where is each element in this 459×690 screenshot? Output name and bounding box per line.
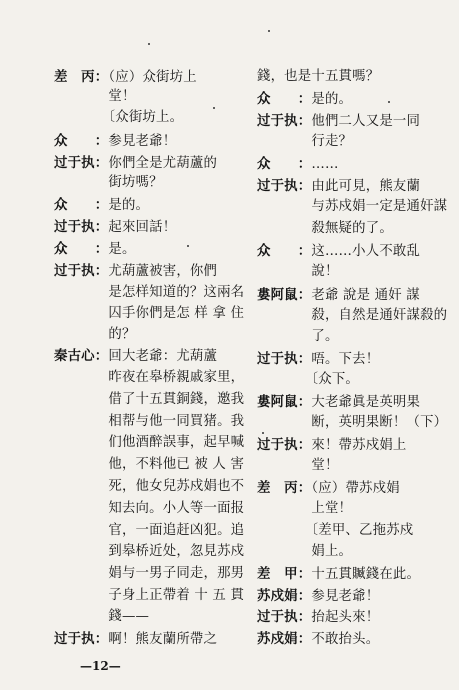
dialogue-text: 不敢抬头。 [311,632,380,647]
text-line: 知去向。小人等一面报 [54,501,245,516]
text-line: 堂！ [257,458,339,473]
text-line: 相帮与他一同買猪。我 [54,414,245,429]
dialogue-text: …… [311,157,339,172]
dialogue-text: 老爺 說是 通奸 謀 [311,288,420,303]
text-line [54,68,197,87]
text-line [257,242,420,261]
dialogue-text: 参見老爺！ [108,134,177,149]
text-line: 死，他女兒苏戍娟也不 [54,479,245,494]
text-line [257,177,420,196]
speaker-name: 过于执： [54,263,109,279]
text-line [257,479,400,498]
text-line [257,608,379,627]
speaker-name: 众 ： [257,91,312,107]
text-line: 娟与一男子同走，那男 [54,566,245,581]
dialogue-text: 是。 [108,242,136,257]
speaker-name: 众 ： [54,197,109,213]
dialogue-text: （应）众街坊上 [108,70,197,85]
text-line: 錢—— [54,609,150,624]
dialogue-text: 啊！熊友蘭所帶之 [108,632,218,647]
speaker-name: 婁阿鼠： [257,394,312,410]
text-line: 到皋桥近处，忽見苏戍 [54,544,245,559]
speaker-name: 过于执： [257,178,312,194]
dialogue-text: 唔。下去！ [311,352,380,367]
speaker-name: 众 ： [257,156,312,172]
dialogue-text: 这……小人不敢乱 [311,244,421,259]
text-line: 他，不料他已 被 人 害 [54,457,245,472]
dialogue-text: 参見老爺！ [311,589,380,604]
speaker-name: 众 ： [54,241,109,257]
text-line [257,393,420,412]
text-line [54,154,217,173]
text-line [54,347,217,366]
text-line [54,630,217,649]
text-line: 昨夜在皋桥親戚家里， [54,370,245,385]
text-line [54,240,136,259]
text-line [257,286,420,305]
speaker-name: 差 甲： [257,566,312,582]
text-line: 与苏戍娟一定是通奸謀 [257,199,448,214]
text-line [257,436,407,455]
text-line: 的？ [54,327,136,342]
dialogue-text: 是的。 [311,92,353,107]
print-speck [388,101,390,103]
print-speck [268,30,270,32]
print-speck [213,107,215,109]
speaker-name: 过于执： [257,113,312,129]
speaker-name: 众 ： [54,133,109,149]
stage-direction: 〔众下。 [257,372,360,387]
speaker-name: 过于执： [257,437,312,453]
speaker-name: 过于执： [54,155,109,171]
print-speck [262,432,264,434]
print-speck [187,245,189,247]
speaker-name: 苏戍娟： [257,588,312,604]
speaker-name: 过于执： [54,219,109,235]
text-line [257,112,420,131]
text-line: 娟上。 [257,544,353,559]
text-line [257,587,379,606]
dialogue-text: 起來回話！ [108,220,177,235]
text-line: 說！ [257,264,339,279]
text-line [257,155,339,174]
dialogue-text: 尤葫蘆被害，你們 [108,264,218,279]
text-line [257,350,379,369]
speaker-name: 苏戍娟： [257,631,312,647]
text-line: 了。 [257,329,339,344]
dialogue-text: 十五貫贓錢在此。 [311,567,421,582]
text-line: 断，英明果断！（下） [257,415,448,430]
dialogue-text: 大老爺眞是英明果 [311,395,421,410]
text-line: 是怎样知道的？这兩名 [54,285,245,300]
dialogue-text: 你們全是尤葫蘆的 [108,156,218,171]
speaker-name: 过于执： [257,609,312,625]
text-line: 街坊嗎？ [54,175,163,190]
stage-direction: 〔众街坊上。 [54,110,184,125]
dialogue-text: 他們二人又是一同 [311,114,421,129]
text-line [257,630,379,649]
text-line: 錢，也是十五貫嗎？ [257,69,380,84]
dialogue-text: 是的。 [108,198,150,213]
speaker-name: 婁阿鼠： [257,287,312,303]
text-line [54,218,176,237]
dialogue-text: 由此可見，熊友蘭 [311,179,421,194]
text-line: 殺，自然是通奸謀殺的 [257,308,448,323]
dialogue-text: 抬起头來！ [311,610,380,625]
stage-direction: 〔差甲、乙拖苏戍 [257,523,414,538]
speaker-name: 秦古心： [54,348,109,364]
text-line: 堂！ [54,89,136,104]
text-line [54,262,217,281]
dialogue-text: 來！帶苏戍娟上 [311,438,407,453]
speaker-name: 过于执： [257,351,312,367]
speaker-name: 差 丙： [257,480,312,496]
dialogue-text: 回大老爺：尤葫蘆 [108,349,218,364]
speaker-name: 众 ： [257,243,312,259]
text-line: 行走？ [257,134,353,149]
text-line: 囚手你們是怎 样 拿 住 [54,306,245,321]
text-line [54,196,149,215]
text-line [257,565,420,584]
text-line: 借了十五貫銅錢，邀我 [54,392,245,407]
text-line [257,90,352,109]
text-line: 殺無疑的了。 [257,221,393,236]
text-line: 们他酒醉誤事，起早喊 [54,435,245,450]
text-line [54,132,176,151]
speaker-name: 差 丙： [54,69,109,85]
text-line: 上堂！ [257,501,353,516]
text-line: 官，一面追赶凶犯。追 [54,523,245,538]
dialogue-text: （应）帶苏戍娟 [311,481,400,496]
page-number: —12— [80,659,121,673]
print-speck [148,43,150,45]
text-line: 子身上正帶着 十 五 貫 [54,588,245,603]
speaker-name: 过于执： [54,631,109,647]
